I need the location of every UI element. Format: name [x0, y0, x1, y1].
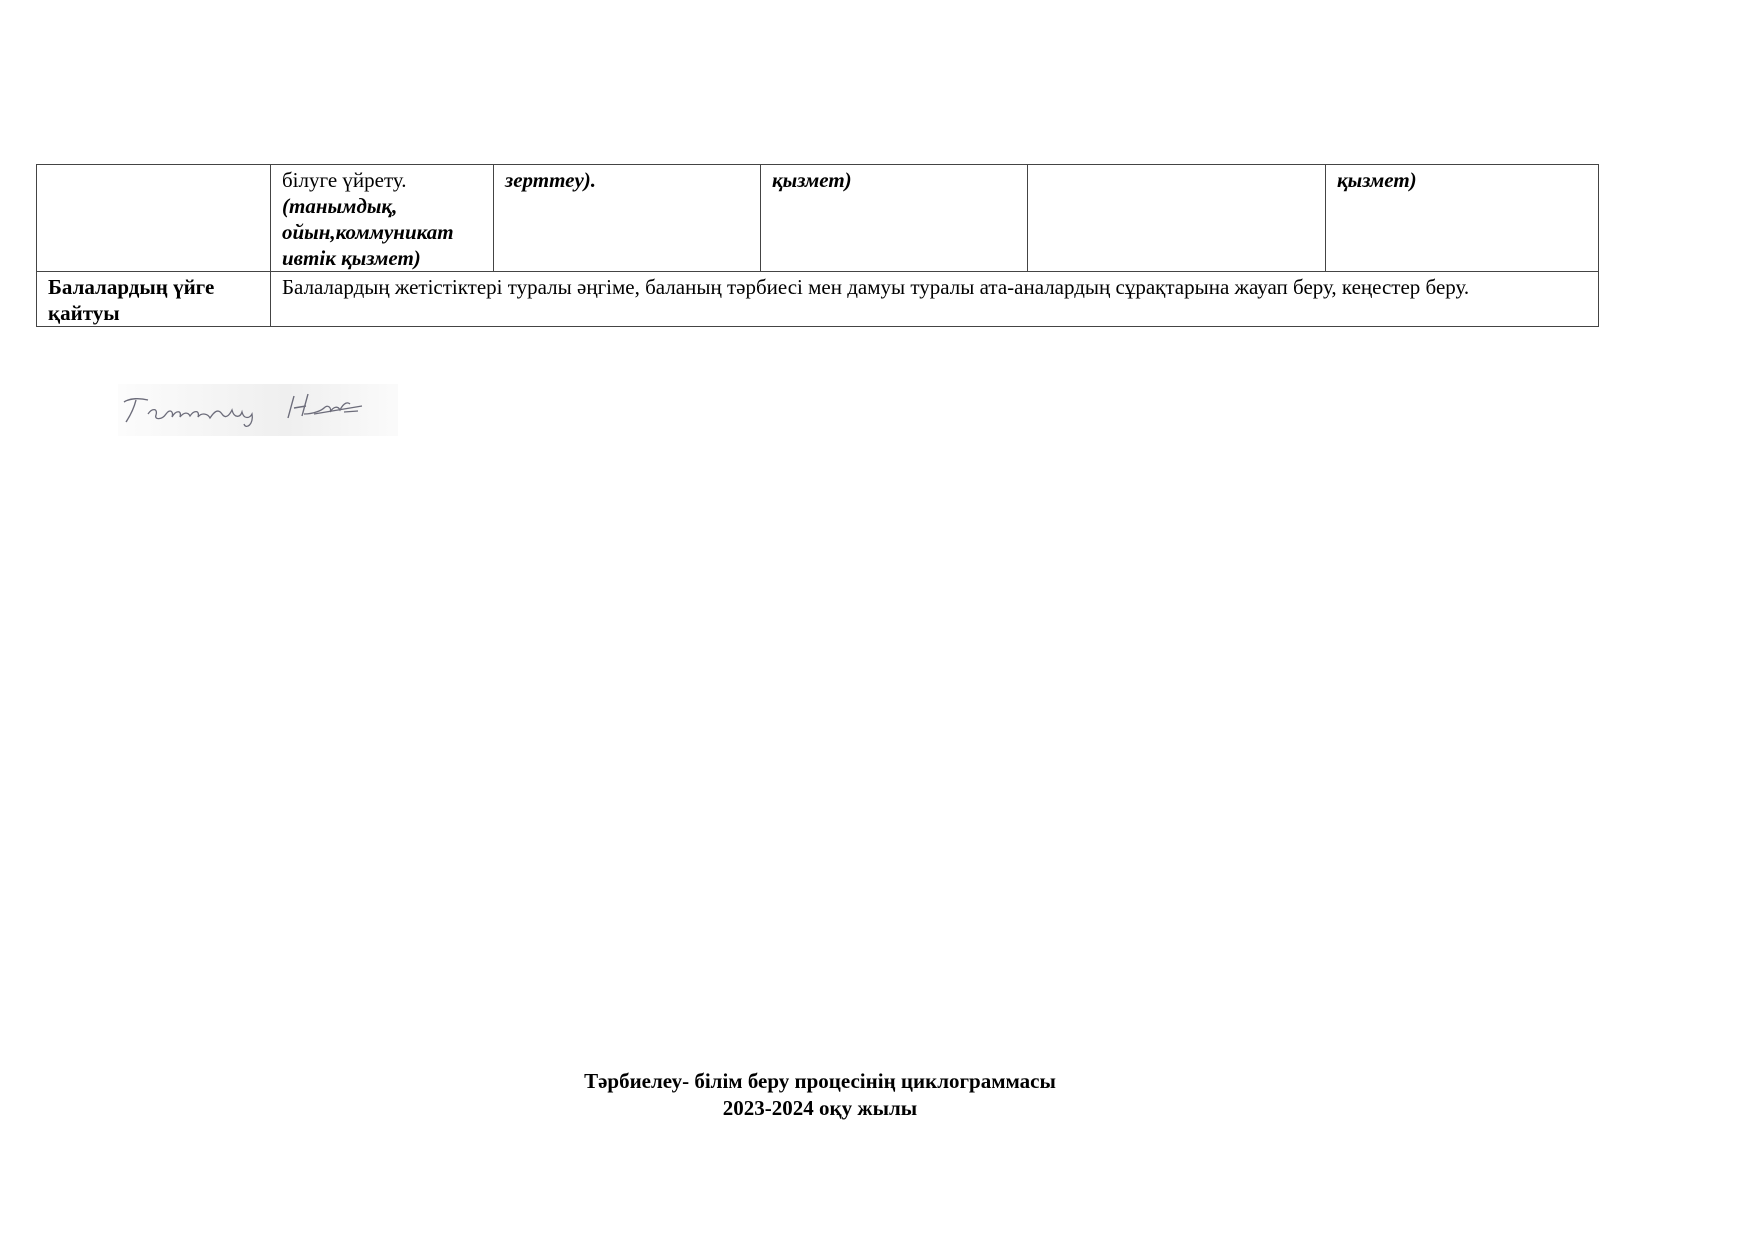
- schedule-table: [36, 164, 1599, 327]
- document-title: Тәрбиелеу- білім беру процесінің циклограммасы: [584, 1069, 1056, 1093]
- signature-stamp: [118, 384, 398, 436]
- table-cell-activity: [1326, 165, 1599, 272]
- activity-description: білуге үйрету.: [282, 168, 407, 192]
- activity-type-note: қызмет): [772, 168, 852, 192]
- activity-type-note: зерттеу).: [505, 168, 597, 192]
- academic-year: 2023-2024 оқу жылы: [722, 1096, 918, 1120]
- table-row: [37, 272, 1599, 327]
- table-cell-empty: [37, 165, 271, 272]
- row-label: Балалардың үйге қайтуы: [37, 272, 271, 327]
- table-row: [37, 165, 1599, 272]
- table-cell-activity: [494, 165, 761, 272]
- table-cell-activity: [271, 165, 494, 272]
- activity-type-note: қызмет): [1337, 168, 1417, 192]
- row-content: Балалардың жетістіктері туралы әңгіме, баланың тәрбиесі мен дамуы туралы ата-аналардың сұрақтарына жауап беру, кеңестер беру.: [271, 272, 1599, 327]
- activity-type-note: (танымдық, ойын,коммуникат ивтік қызмет): [282, 194, 454, 270]
- table-cell-empty: [1028, 165, 1326, 272]
- handwritten-signature: [118, 384, 398, 436]
- table-cell-activity: [761, 165, 1028, 272]
